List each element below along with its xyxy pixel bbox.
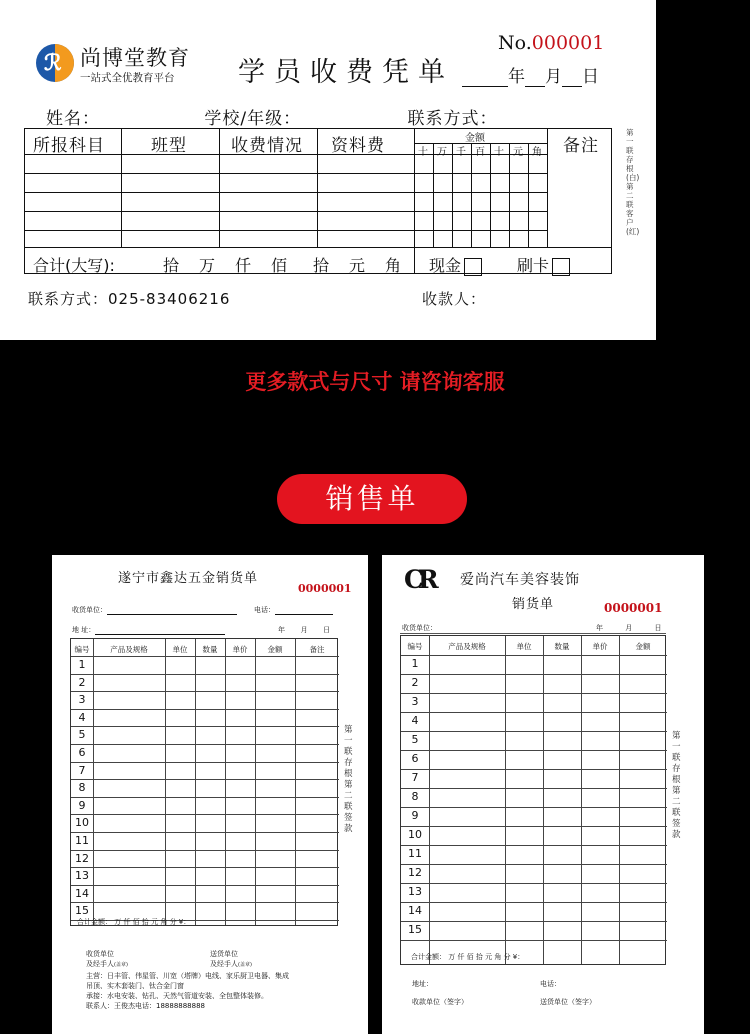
row-line	[401, 864, 667, 865]
row-number: 8	[411, 790, 419, 803]
row-number: 6	[78, 746, 86, 759]
row-number: 15	[408, 923, 422, 936]
amount-digit: 百	[475, 147, 485, 158]
total-label: 合计(大写):	[33, 256, 115, 275]
row-line	[71, 779, 339, 780]
row-line	[401, 826, 667, 827]
fee-receipt	[0, 0, 656, 340]
amount-digit: 万	[437, 147, 447, 158]
business-line: 吊顶、实木套装门、钛合金门窗	[86, 982, 184, 990]
receipt-date: 年 月 日	[462, 62, 599, 87]
row-number: 11	[408, 847, 422, 860]
row-line	[401, 750, 667, 751]
contact-line: 联系人：王俊杰电话：18888888888	[86, 1002, 205, 1010]
contact-phone: 联系方式：025-83406216	[28, 290, 231, 308]
row-line	[71, 850, 339, 851]
receipt-number: No.000001	[498, 32, 605, 54]
promo-text: 更多款式与尺寸 请咨询客服	[245, 370, 505, 394]
col-amount: 金额	[267, 645, 283, 654]
address-label: 地址：	[412, 980, 433, 988]
slip-total: 合计金额： 万 仟 佰 拾 元 角 分 ¥：	[411, 953, 525, 961]
row-line	[71, 709, 339, 710]
receiver-sign: 收货单位 及经手人(盖章)	[86, 950, 128, 968]
row-number: 2	[78, 675, 86, 689]
row-number: 4	[411, 714, 419, 727]
row-line	[401, 655, 667, 656]
phone-label: 电话：	[254, 605, 333, 615]
slip-total: 合计金额： 万 仟 佰 拾 元 角 分 ¥：	[77, 918, 191, 926]
row-line	[401, 674, 667, 675]
row-number: 5	[411, 733, 419, 746]
slip-date: 年 月 日	[596, 624, 662, 632]
col-product: 产品及规格	[110, 645, 148, 654]
col-unit: 单位	[172, 645, 188, 654]
cash-option: 现金	[429, 253, 482, 276]
address-label: 地 址：	[72, 625, 225, 635]
brand-slogan: 一站式全优教育平台	[80, 72, 175, 84]
row-line	[401, 731, 667, 732]
sales-slip-hardware	[52, 555, 368, 1034]
card-checkbox[interactable]	[552, 258, 570, 276]
slip-table	[400, 635, 666, 965]
card-option: 刷卡	[517, 253, 570, 276]
row-line	[71, 726, 339, 727]
cr-logo: CR	[404, 565, 433, 594]
payee-label: 收款人：	[422, 290, 487, 308]
column-class-type: 班型	[151, 136, 187, 156]
sender-sign: 送货单位（签字）	[540, 998, 596, 1006]
contact-field[interactable]	[498, 112, 608, 129]
row-number: 4	[78, 710, 86, 724]
amount-header: 金额	[465, 133, 485, 144]
contact-label: 联系方式：	[407, 109, 498, 129]
col-unit: 单位	[516, 642, 532, 651]
row-number: 12	[75, 851, 89, 865]
slip-number: 0000001	[604, 601, 663, 615]
row-number: 14	[75, 886, 89, 900]
slip-date: 年 月 日	[278, 626, 331, 634]
slip-title: 爱尚汽车美容装饰	[460, 572, 580, 588]
row-line	[401, 883, 667, 884]
buyer-label: 收货单位：	[72, 605, 237, 615]
business-line: 承接：水电安装、钻孔、天然气管道安装、全包整体装修。	[86, 992, 268, 1000]
col-amount: 金额	[635, 642, 651, 651]
school-field[interactable]	[301, 112, 391, 129]
receipt-title: 学员收费凭单	[238, 57, 454, 88]
row-number: 6	[411, 752, 419, 765]
copy-note: 第一联 存根(白) 第二联 客户(红)	[626, 128, 640, 236]
row-line	[71, 691, 339, 692]
row-number: 1	[411, 657, 419, 670]
row-line	[401, 845, 667, 846]
amount-digit: 元	[513, 147, 523, 158]
row-line	[401, 769, 667, 770]
row-line	[401, 940, 667, 941]
column-subject: 所报科目	[33, 136, 105, 156]
row-number: 9	[411, 809, 419, 822]
row-line	[71, 656, 339, 657]
col-remark: 备注	[309, 645, 325, 654]
school-label: 学校/年级：	[204, 109, 302, 129]
buyer-label: 收货单位：	[402, 624, 437, 632]
row-number: 7	[78, 763, 86, 777]
row-line	[401, 693, 667, 694]
row-number: 11	[75, 834, 89, 847]
name-label: 姓名：	[46, 109, 100, 129]
slip-number: 0000001	[298, 582, 352, 595]
row-line	[71, 814, 339, 815]
row-number: 7	[411, 771, 419, 784]
row-number: 9	[78, 798, 86, 812]
slip-subtitle: 销货单	[512, 597, 555, 612]
name-field[interactable]	[100, 112, 190, 129]
row-number: 10	[75, 816, 89, 830]
copy-note: 第一联 存根 第二联 签款	[344, 725, 353, 834]
column-remark: 备注	[563, 136, 599, 156]
row-number: 5	[78, 728, 86, 742]
cash-checkbox[interactable]	[464, 258, 482, 276]
total-unit: 元	[349, 256, 366, 275]
copy-note: 第一联 存根 第二联 签款	[672, 731, 681, 840]
row-number: 15	[75, 904, 89, 918]
receiver-sign: 收款单位（签字）	[412, 998, 468, 1006]
row-line	[71, 902, 339, 903]
row-number: 12	[408, 866, 422, 879]
row-number: 13	[408, 885, 422, 898]
row-line	[71, 744, 339, 745]
row-line	[71, 797, 339, 798]
col-no: 编号	[74, 645, 90, 654]
row-number: 1	[78, 658, 86, 671]
row-number: 3	[411, 695, 419, 708]
slip-table	[70, 638, 338, 926]
amount-digit: 千	[456, 147, 466, 158]
section-title-badge: 销售单	[277, 474, 467, 524]
row-line	[401, 921, 667, 922]
row-line	[71, 832, 339, 833]
row-line	[401, 788, 667, 789]
sales-slip-car-care	[382, 555, 704, 1034]
amount-digit: 十	[418, 147, 428, 158]
total-unit: 拾	[313, 256, 330, 275]
row-line	[71, 867, 339, 868]
row-number: 3	[78, 693, 86, 707]
col-product: 产品及规格	[448, 642, 486, 651]
total-unit: 万	[199, 256, 216, 275]
total-unit: 仟	[235, 256, 252, 275]
sender-sign: 送货单位 及经手人(盖章)	[210, 950, 252, 968]
row-number: 2	[411, 676, 419, 689]
row-line	[401, 807, 667, 808]
row-line	[71, 885, 339, 886]
runner-logo-icon: ℛ	[36, 44, 74, 82]
row-number: 14	[408, 904, 422, 917]
total-unit: 佰	[271, 256, 288, 275]
row-line	[71, 674, 339, 675]
student-info-row	[46, 104, 608, 129]
col-qty: 数量	[554, 642, 570, 651]
amount-digit: 角	[532, 147, 542, 158]
fee-table	[24, 128, 612, 274]
total-unit: 拾	[163, 256, 180, 275]
row-number: 8	[78, 781, 86, 795]
col-price: 单价	[592, 642, 608, 651]
column-material-fee: 资料费	[331, 136, 385, 156]
slip-title: 遂宁市鑫达五金销货单	[118, 571, 259, 586]
amount-digit: 十	[494, 147, 504, 158]
brand-name: 尚博堂教育	[80, 46, 190, 70]
row-number: 10	[408, 828, 422, 841]
col-price: 单价	[232, 645, 248, 654]
phone-label: 电话：	[540, 980, 561, 988]
col-qty: 数量	[202, 645, 218, 654]
total-unit: 角	[385, 256, 402, 275]
row-number: 13	[75, 869, 89, 883]
column-fee-status: 收费情况	[231, 136, 303, 156]
row-line	[401, 712, 667, 713]
business-line: 主营：日丰管、伟星管、川宽（塔牌）电线、家乐厨卫电器、集成	[86, 972, 289, 980]
col-no: 编号	[407, 642, 423, 651]
row-line	[71, 762, 339, 763]
row-line	[401, 902, 667, 903]
